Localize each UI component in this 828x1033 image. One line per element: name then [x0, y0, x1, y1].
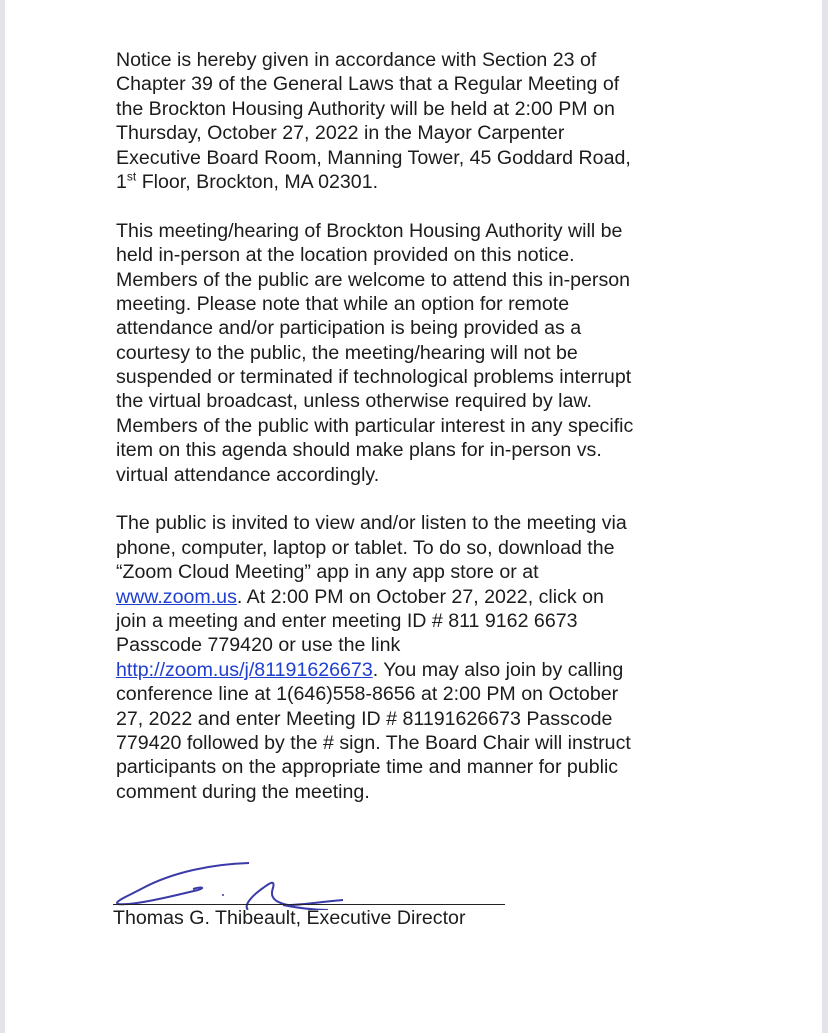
text-line: [116, 536, 633, 560]
text-line: [116, 389, 633, 413]
paragraph: [116, 48, 633, 194]
text: comment during the meeting.: [116, 780, 370, 803]
text-line: [116, 560, 633, 584]
text-line: [116, 463, 633, 487]
signatory-name-title: Thomas G. Thibeault, Executive Director: [113, 907, 466, 929]
text-line: [116, 682, 633, 706]
link[interactable]: www.zoom.us: [116, 585, 237, 608]
text-line: [116, 316, 633, 340]
text: Thursday, October 27, 2022 in the Mayor Carpenter: [116, 122, 565, 145]
text: . You may also join by calling: [372, 658, 624, 681]
text-line: [116, 633, 633, 657]
text: “Zoom Cloud Meeting” app in any app store or at: [116, 561, 539, 584]
text: the Brockton Housing Authority will be held at 2:00 PM on: [116, 97, 615, 120]
text: the virtual broadcast, unless otherwise required by law.: [116, 390, 592, 413]
text-line: [116, 48, 633, 72]
text: virtual attendance accordingly.: [116, 463, 380, 486]
text-line: [116, 780, 633, 804]
text: Passcode 779420 or use the link: [116, 634, 401, 657]
text-line: [116, 511, 633, 535]
text: Floor, Brockton, MA 02301.: [136, 170, 379, 193]
text: phone, computer, laptop or tablet. To do so, download the: [116, 536, 615, 559]
handwritten-signature: [113, 850, 505, 910]
text-line: [116, 72, 633, 96]
text: item on this agenda should make plans for in-person vs.: [116, 439, 602, 462]
text-line: [116, 438, 633, 462]
text: join a meeting and enter meeting ID # 811 9162 6673: [116, 609, 578, 632]
text: courtesy to the public, the meeting/hearing will not be: [116, 341, 578, 364]
text: attendance and/or participation is being provided as a: [116, 317, 582, 340]
text-line: [116, 585, 633, 609]
text: Members of the public with particular interest in any specific: [116, 414, 634, 437]
viewer-right-edge: [822, 0, 828, 1033]
text-line: [116, 243, 633, 267]
text-line: [116, 365, 633, 389]
text: 27, 2022 and enter Meeting ID # 81191626673 Passcode: [116, 707, 613, 730]
superscript: st: [126, 169, 137, 184]
paragraph: [116, 511, 633, 804]
text-line: [116, 219, 633, 243]
text: The public is invited to view and/or listen to the meeting via: [116, 512, 627, 535]
text: 779420 followed by the # sign. The Board Chair will instruct: [116, 731, 631, 754]
text-line: [116, 341, 633, 365]
text-line: [116, 292, 633, 316]
text: . At 2:00 PM on October 27, 2022, click on: [236, 585, 604, 608]
text-line: [116, 414, 633, 438]
text-line: [116, 97, 633, 121]
signature-block: [113, 850, 505, 940]
text-line: [116, 268, 633, 292]
notice-body: [116, 48, 633, 829]
text-line: [116, 609, 633, 633]
text-line: [116, 658, 633, 682]
paragraph: [116, 219, 633, 487]
text-line: [116, 707, 633, 731]
viewer-left-edge: [0, 0, 5, 1033]
text-line: [116, 731, 633, 755]
text: Executive Board Room, Manning Tower, 45 Goddard Road,: [116, 146, 631, 169]
signature-line: [113, 904, 505, 905]
text: Chapter 39 of the General Laws that a Regular Meeting of: [116, 73, 620, 96]
link[interactable]: http://zoom.us/j/81191626673: [116, 658, 373, 681]
text: Members of the public are welcome to attend this in-person: [116, 268, 631, 291]
text-line: [116, 146, 633, 170]
text-line: [116, 170, 633, 194]
text: participants on the appropriate time and manner for public: [116, 756, 619, 779]
text: 1: [116, 170, 127, 193]
text-line: [116, 121, 633, 145]
text: This meeting/hearing of Brockton Housing Authority will be: [116, 219, 623, 242]
text: held in-person at the location provided on this notice.: [116, 244, 575, 267]
text: Notice is hereby given in accordance with Section 23 of: [116, 49, 597, 71]
text: meeting. Please note that while an option for remote: [116, 292, 570, 315]
text: conference line at 1(646)558-8656 at 2:00 PM on October: [116, 683, 619, 706]
text-line: [116, 755, 633, 779]
text: suspended or terminated if technological problems interrupt: [116, 366, 632, 389]
